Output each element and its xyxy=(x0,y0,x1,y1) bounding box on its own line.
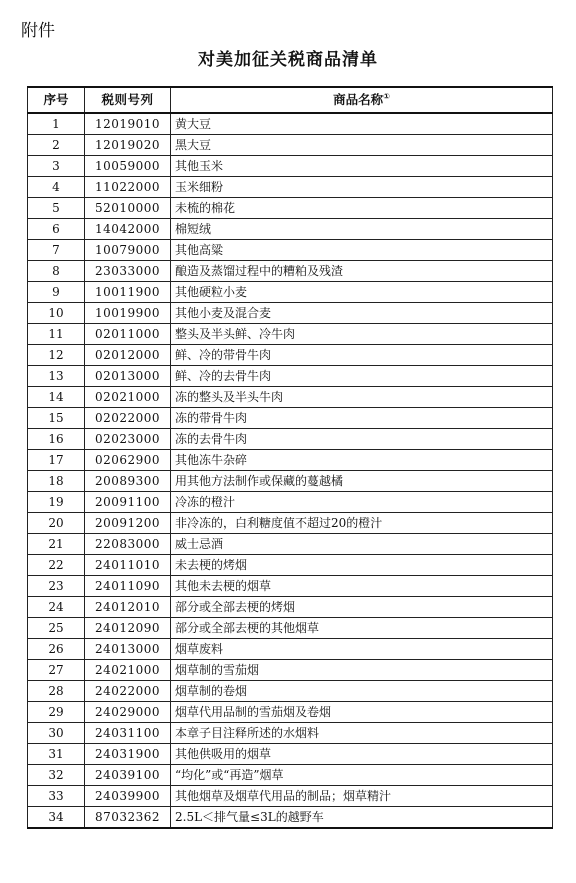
row-goods-name: 其他未去梗的烟草 xyxy=(171,576,553,597)
header-tariff-code: 税则号列 xyxy=(85,87,171,113)
row-tariff-code: 22083000 xyxy=(85,534,171,555)
row-index: 8 xyxy=(28,261,85,282)
table-row xyxy=(28,534,553,555)
table-row xyxy=(28,345,553,366)
row-goods-name: 冻的整头及半头牛肉 xyxy=(171,387,553,408)
row-goods-name: 非冷冻的，白利糖度值不超过20的橙汁 xyxy=(171,513,553,534)
row-goods-name: 未梳的棉花 xyxy=(171,198,553,219)
table-row xyxy=(28,492,553,513)
row-goods-name: 整头及半头鲜、冷牛肉 xyxy=(171,324,553,345)
row-tariff-code: 20091200 xyxy=(85,513,171,534)
header-goods-name xyxy=(171,87,553,113)
table-row xyxy=(28,702,553,723)
header-index: 序号 xyxy=(28,87,85,113)
row-goods-name: 部分或全部去梗的烤烟 xyxy=(171,597,553,618)
row-tariff-code: 52010000 xyxy=(85,198,171,219)
row-index: 9 xyxy=(28,282,85,303)
row-goods-name: 烟草废料 xyxy=(171,639,553,660)
row-index: 27 xyxy=(28,660,85,681)
table-header-row xyxy=(28,87,553,113)
row-index: 5 xyxy=(28,198,85,219)
table-row xyxy=(28,303,553,324)
row-goods-name: “均化”或“再造”烟草 xyxy=(171,765,553,786)
document-title: 对美加征关税商品清单 xyxy=(198,50,378,70)
table-row xyxy=(28,324,553,345)
row-tariff-code: 24039900 xyxy=(85,786,171,807)
row-tariff-code: 12019020 xyxy=(85,135,171,156)
row-index: 2 xyxy=(28,135,85,156)
row-tariff-code: 02013000 xyxy=(85,366,171,387)
table-row xyxy=(28,113,553,135)
row-goods-name: 玉米细粉 xyxy=(171,177,553,198)
table-row xyxy=(28,156,553,177)
row-goods-name: 未去梗的烤烟 xyxy=(171,555,553,576)
row-index: 23 xyxy=(28,576,85,597)
row-tariff-code: 24031100 xyxy=(85,723,171,744)
row-index: 1 xyxy=(28,113,85,135)
table-row xyxy=(28,471,553,492)
row-tariff-code: 20091100 xyxy=(85,492,171,513)
table-row xyxy=(28,177,553,198)
row-tariff-code: 10059000 xyxy=(85,156,171,177)
row-index: 12 xyxy=(28,345,85,366)
row-index: 17 xyxy=(28,450,85,471)
header-goods-name-label: 商品名称 xyxy=(333,92,384,107)
table-row xyxy=(28,618,553,639)
row-tariff-code: 24039100 xyxy=(85,765,171,786)
table-row xyxy=(28,240,553,261)
row-tariff-code: 14042000 xyxy=(85,219,171,240)
row-tariff-code: 02011000 xyxy=(85,324,171,345)
table-row xyxy=(28,282,553,303)
table-row xyxy=(28,408,553,429)
row-goods-name: 烟草制的卷烟 xyxy=(171,681,553,702)
row-tariff-code: 87032362 xyxy=(85,807,171,829)
row-tariff-code: 24012010 xyxy=(85,597,171,618)
row-index: 13 xyxy=(28,366,85,387)
row-tariff-code: 24011090 xyxy=(85,576,171,597)
table-row xyxy=(28,555,553,576)
row-tariff-code: 24029000 xyxy=(85,702,171,723)
row-index: 24 xyxy=(28,597,85,618)
table-row xyxy=(28,660,553,681)
table-row xyxy=(28,597,553,618)
row-index: 28 xyxy=(28,681,85,702)
row-index: 18 xyxy=(28,471,85,492)
row-tariff-code: 11022000 xyxy=(85,177,171,198)
table-row xyxy=(28,681,553,702)
row-goods-name: 酿造及蒸馏过程中的糟粕及残渣 xyxy=(171,261,553,282)
row-tariff-code: 10079000 xyxy=(85,240,171,261)
row-index: 3 xyxy=(28,156,85,177)
attachment-label: 附件 xyxy=(21,21,55,41)
row-tariff-code: 20089300 xyxy=(85,471,171,492)
row-goods-name: 黄大豆 xyxy=(171,113,553,135)
table-row xyxy=(28,639,553,660)
row-index: 6 xyxy=(28,219,85,240)
row-goods-name: 2.5L＜排气量≤3L的越野车 xyxy=(171,807,553,829)
row-goods-name: 黑大豆 xyxy=(171,135,553,156)
row-index: 34 xyxy=(28,807,85,829)
row-tariff-code: 02022000 xyxy=(85,408,171,429)
row-tariff-code: 10011900 xyxy=(85,282,171,303)
row-goods-name: 威士忌酒 xyxy=(171,534,553,555)
row-tariff-code: 02062900 xyxy=(85,450,171,471)
row-goods-name: 冷冻的橙汁 xyxy=(171,492,553,513)
row-tariff-code: 24013000 xyxy=(85,639,171,660)
footnote-marker: ① xyxy=(383,91,390,101)
row-index: 7 xyxy=(28,240,85,261)
row-index: 15 xyxy=(28,408,85,429)
table-row xyxy=(28,744,553,765)
row-tariff-code: 02021000 xyxy=(85,387,171,408)
row-tariff-code: 12019010 xyxy=(85,113,171,135)
row-tariff-code: 10019900 xyxy=(85,303,171,324)
row-index: 33 xyxy=(28,786,85,807)
table-row xyxy=(28,513,553,534)
row-goods-name: 冻的带骨牛肉 xyxy=(171,408,553,429)
row-index: 14 xyxy=(28,387,85,408)
row-goods-name: 其他供吸用的烟草 xyxy=(171,744,553,765)
row-goods-name: 其他高粱 xyxy=(171,240,553,261)
table-row xyxy=(28,219,553,240)
row-index: 30 xyxy=(28,723,85,744)
row-index: 20 xyxy=(28,513,85,534)
row-index: 32 xyxy=(28,765,85,786)
row-index: 4 xyxy=(28,177,85,198)
row-index: 26 xyxy=(28,639,85,660)
row-tariff-code: 02012000 xyxy=(85,345,171,366)
table-row xyxy=(28,576,553,597)
row-tariff-code: 24022000 xyxy=(85,681,171,702)
row-tariff-code: 24012090 xyxy=(85,618,171,639)
table-row xyxy=(28,429,553,450)
row-index: 25 xyxy=(28,618,85,639)
row-goods-name: 其他硬粒小麦 xyxy=(171,282,553,303)
row-tariff-code: 02023000 xyxy=(85,429,171,450)
table-row xyxy=(28,723,553,744)
tariff-goods-table xyxy=(27,86,553,829)
row-goods-name: 部分或全部去梗的其他烟草 xyxy=(171,618,553,639)
table-row xyxy=(28,807,553,829)
row-goods-name: 其他冻牛杂碎 xyxy=(171,450,553,471)
row-tariff-code: 24021000 xyxy=(85,660,171,681)
row-goods-name: 用其他方法制作或保藏的蔓越橘 xyxy=(171,471,553,492)
row-index: 11 xyxy=(28,324,85,345)
row-goods-name: 烟草代用品制的雪茄烟及卷烟 xyxy=(171,702,553,723)
row-index: 31 xyxy=(28,744,85,765)
table-row xyxy=(28,450,553,471)
row-index: 21 xyxy=(28,534,85,555)
table-row xyxy=(28,786,553,807)
row-goods-name: 本章子目注释所述的水烟料 xyxy=(171,723,553,744)
table-row xyxy=(28,387,553,408)
row-goods-name: 烟草制的雪茄烟 xyxy=(171,660,553,681)
table-row xyxy=(28,135,553,156)
row-goods-name: 其他烟草及烟草代用品的制品；烟草精汁 xyxy=(171,786,553,807)
row-index: 16 xyxy=(28,429,85,450)
row-goods-name: 棉短绒 xyxy=(171,219,553,240)
row-index: 19 xyxy=(28,492,85,513)
row-goods-name: 冻的去骨牛肉 xyxy=(171,429,553,450)
table-row xyxy=(28,765,553,786)
row-goods-name: 鲜、冷的带骨牛肉 xyxy=(171,345,553,366)
row-goods-name: 鲜、冷的去骨牛肉 xyxy=(171,366,553,387)
row-tariff-code: 24011010 xyxy=(85,555,171,576)
table-row xyxy=(28,261,553,282)
row-index: 10 xyxy=(28,303,85,324)
row-index: 22 xyxy=(28,555,85,576)
row-goods-name: 其他小麦及混合麦 xyxy=(171,303,553,324)
row-tariff-code: 24031900 xyxy=(85,744,171,765)
row-tariff-code: 23033000 xyxy=(85,261,171,282)
table-body xyxy=(28,113,553,828)
table-row xyxy=(28,366,553,387)
row-index: 29 xyxy=(28,702,85,723)
table-row xyxy=(28,198,553,219)
row-goods-name: 其他玉米 xyxy=(171,156,553,177)
